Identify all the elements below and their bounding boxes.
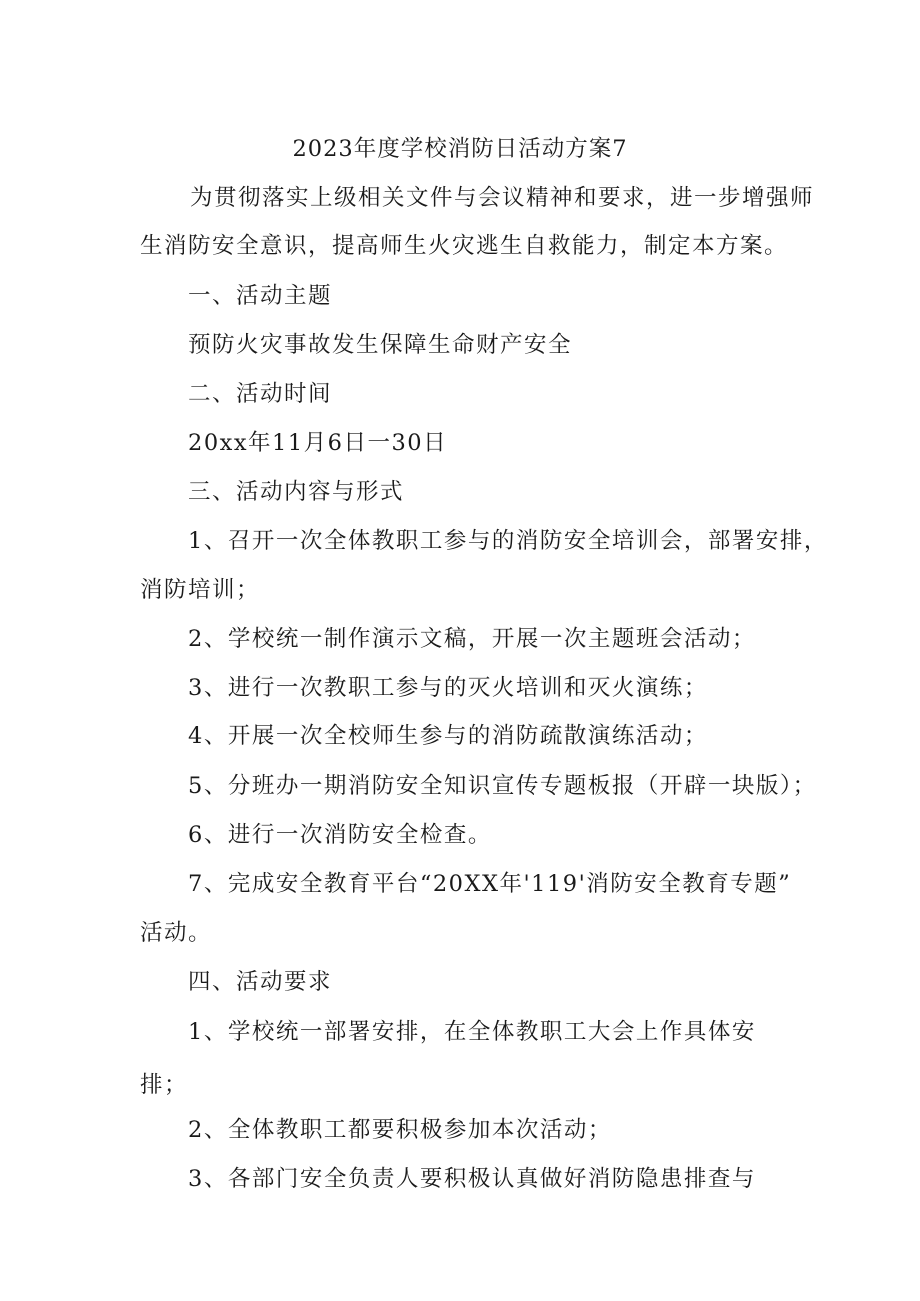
section-2-heading: 二、活动时间: [188, 381, 333, 407]
intro-line-2: 生消防安全意识，提高师生火灾逃生自救能力，制定本方案。: [140, 233, 789, 259]
section-4-item-3: 3、各部门安全负责人要积极认真做好消防隐患排查与: [188, 1166, 756, 1192]
section-1-heading: 一、活动主题: [188, 283, 333, 309]
section-3-item-4: 4、开展一次全校师生参与的消防疏散演练活动；: [188, 723, 708, 749]
section-4-item-2: 2、全体教职工都要积极参加本次活动；: [188, 1117, 612, 1143]
section-3-item-2: 2、学校统一制作演示文稿，开展一次主题班会活动；: [188, 626, 756, 652]
section-3-item-3: 3、进行一次教职工参与的灭火培训和灭火演练；: [188, 675, 708, 701]
section-1-content: 预防火灾事故发生保障生命财产安全: [188, 332, 573, 358]
section-3-item-1-line-2: 消防培训；: [140, 577, 261, 603]
document-title: 2023年度学校消防日活动方案7: [292, 136, 628, 162]
section-3-item-6: 6、进行一次消防安全检查。: [188, 822, 492, 848]
section-3-item-5: 5、分班办一期消防安全知识宣传专题板报（开辟一块版）；: [188, 773, 817, 799]
section-3-item-1-line-1: 1、召开一次全体教职工参与的消防安全培训会，部署安排，: [188, 528, 828, 554]
intro-line-1: 为贯彻落实上级相关文件与会议精神和要求，进一步增强师: [190, 185, 815, 211]
section-4-heading: 四、活动要求: [188, 969, 333, 995]
section-4-item-1-line-2: 排；: [140, 1072, 189, 1098]
section-3-item-7-line-1: 7、完成安全教育平台“20XX年'119'消防安全教育专题”: [188, 871, 792, 897]
section-4-item-1-line-1: 1、学校统一部署安排，在全体教职工大会上作具体安: [188, 1019, 756, 1045]
section-3-item-7-line-2: 活动。: [140, 920, 213, 946]
section-3-heading: 三、活动内容与形式: [188, 479, 405, 505]
section-2-content: 20xx年11月6日一30日: [188, 430, 448, 456]
